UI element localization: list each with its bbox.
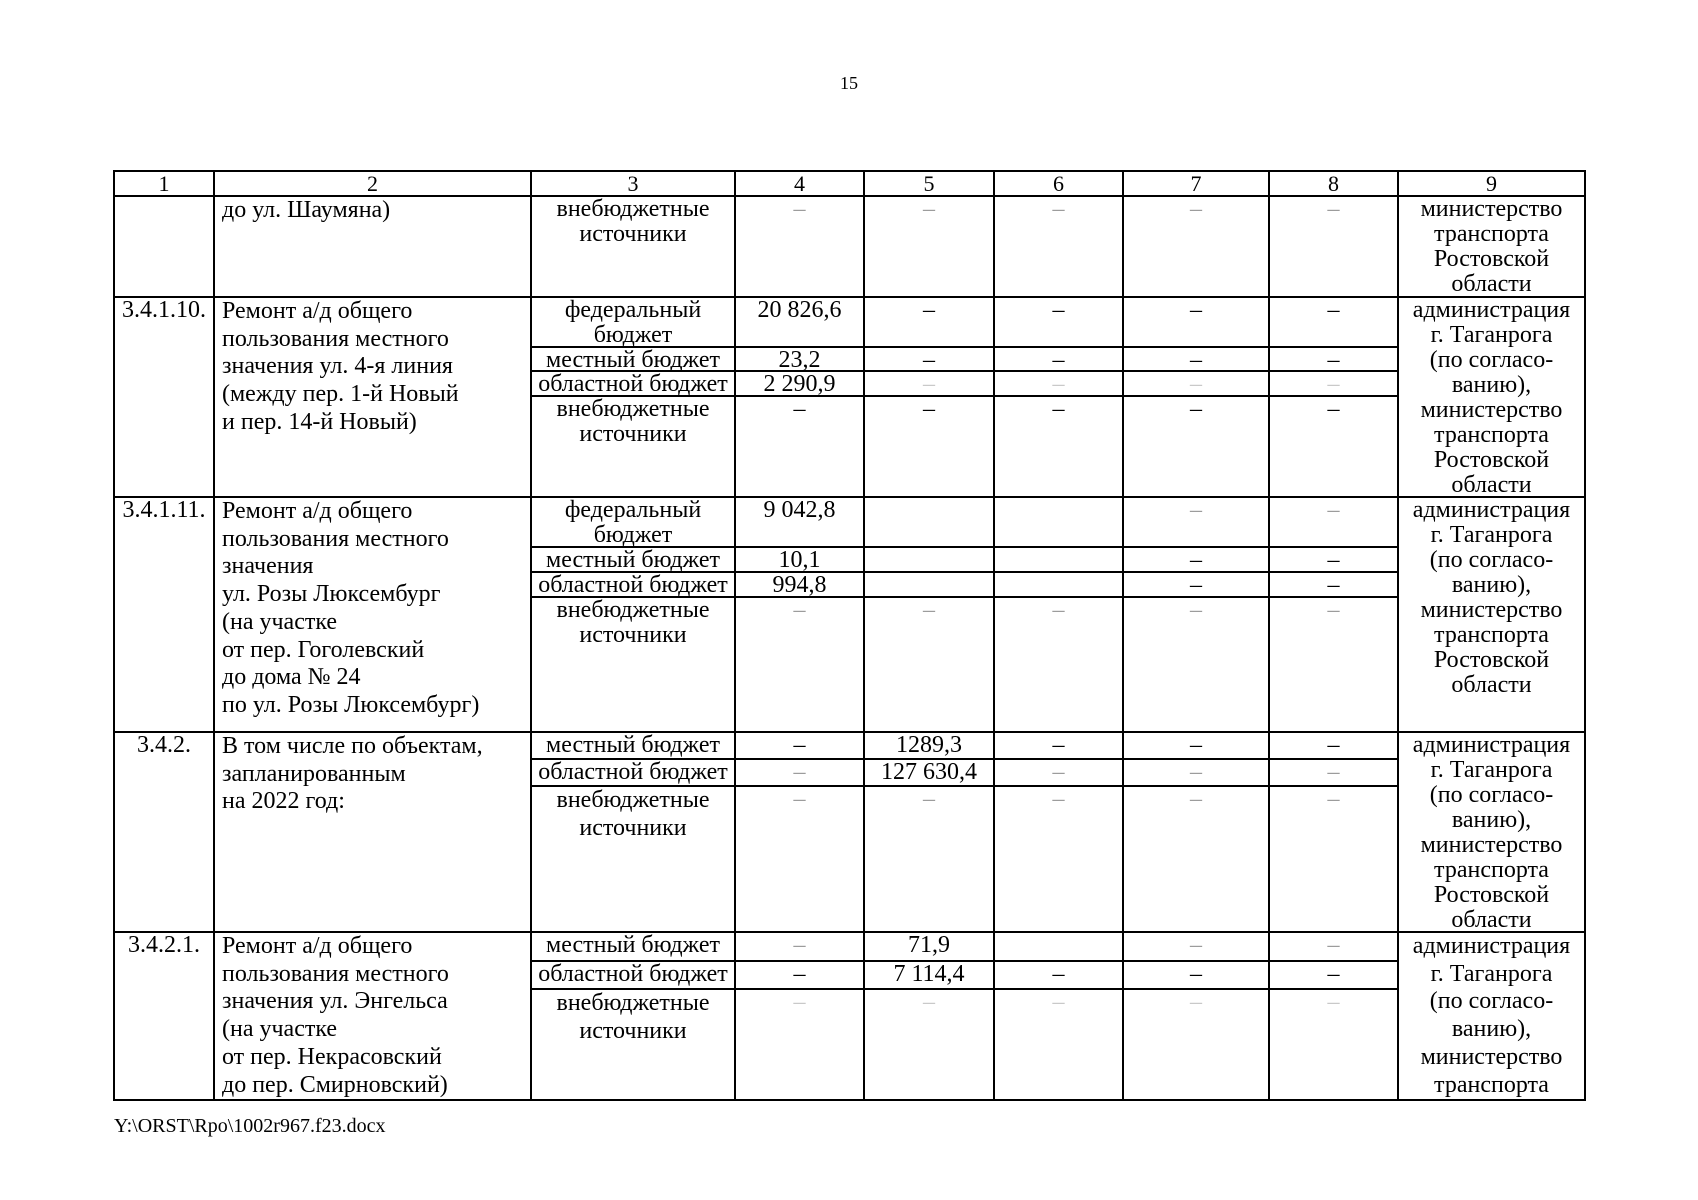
amount-col-5: 127 630,4 [865, 760, 995, 787]
amount-col-8: – [1270, 990, 1399, 1101]
amount-col-8: – [1270, 397, 1399, 498]
amount-col-8: – [1270, 733, 1399, 760]
column-header-8: 8 [1270, 172, 1399, 197]
column-header-4: 4 [736, 172, 865, 197]
amount-col-5 [865, 498, 995, 548]
amount-col-8: – [1270, 298, 1399, 348]
executor: администрация г. Таганрога (по согласо- ванию), министерство транспорта Ростовской области [1399, 298, 1586, 498]
amount-col-5: 71,9 [865, 933, 995, 962]
amount-col-5 [865, 548, 995, 573]
row-number: 3.4.1.10. [115, 298, 215, 498]
amount-col-7: – [1124, 598, 1270, 733]
funding-source: областной бюджет [532, 573, 736, 598]
funding-source: внебюджетные источники [532, 197, 736, 298]
amount-col-5: – [865, 598, 995, 733]
funding-source: федеральный бюджет [532, 298, 736, 348]
funding-source: внебюджетные источники [532, 397, 736, 498]
amount-col-6 [995, 573, 1124, 598]
amount-col-4: – [736, 598, 865, 733]
amount-col-7: – [1124, 990, 1270, 1101]
row-number: 3.4.1.11. [115, 498, 215, 733]
amount-col-7: – [1124, 548, 1270, 573]
executor: администрация г. Таганрога (по согласо- ванию), министерство транспорта Ростовской области [1399, 733, 1586, 933]
amount-col-5: – [865, 787, 995, 933]
object-title: до ул. Шаумяна) [215, 197, 532, 298]
executor: администрация г. Таганрога (по согласо- ванию), министерство транспорта Ростовской области [1399, 498, 1586, 733]
amount-col-4: – [736, 933, 865, 962]
amount-col-8: – [1270, 548, 1399, 573]
funding-source: областной бюджет [532, 372, 736, 397]
amount-col-6: – [995, 372, 1124, 397]
amount-col-5 [865, 573, 995, 598]
amount-col-4: – [736, 397, 865, 498]
amount-col-5: – [865, 197, 995, 298]
amount-col-5: – [865, 348, 995, 372]
amount-col-6: – [995, 397, 1124, 498]
amount-col-8: – [1270, 573, 1399, 598]
amount-col-4: 20 826,6 [736, 298, 865, 348]
executor: администрация г. Таганрога (по согласо- ванию), министерство транспорта [1399, 933, 1586, 1101]
amount-col-6: – [995, 298, 1124, 348]
amount-col-7: – [1124, 933, 1270, 962]
amount-col-6: – [995, 733, 1124, 760]
amount-col-6: – [995, 787, 1124, 933]
amount-col-6 [995, 933, 1124, 962]
funding-source: местный бюджет [532, 348, 736, 372]
amount-col-8: – [1270, 760, 1399, 787]
amount-col-8: – [1270, 598, 1399, 733]
amount-col-8: – [1270, 933, 1399, 962]
amount-col-6 [995, 548, 1124, 573]
program-table [113, 170, 1586, 1101]
amount-col-7: – [1124, 197, 1270, 298]
file-path-footer: Y:\ORST\Rpo\1002r967.f23.docx [114, 1115, 386, 1137]
column-header-6: 6 [995, 172, 1124, 197]
column-header-9: 9 [1399, 172, 1586, 197]
row-number: 3.4.2.1. [115, 933, 215, 1101]
amount-col-7: – [1124, 962, 1270, 990]
amount-col-4: 23,2 [736, 348, 865, 372]
amount-col-8: – [1270, 197, 1399, 298]
amount-col-5: – [865, 990, 995, 1101]
funding-source: внебюджетные источники [532, 598, 736, 733]
amount-col-7: – [1124, 498, 1270, 548]
amount-col-7: – [1124, 733, 1270, 760]
object-title: Ремонт а/д общего пользования местного значения ул. 4-я линия (между пер. 1-й Новый и пер. 14-й Новый) [215, 298, 532, 498]
column-header-5: 5 [865, 172, 995, 197]
column-header-3: 3 [532, 172, 736, 197]
amount-col-8: – [1270, 962, 1399, 990]
amount-col-7: – [1124, 397, 1270, 498]
amount-col-4: – [736, 962, 865, 990]
amount-col-4: – [736, 197, 865, 298]
object-title: В том числе по объектам, запланированным на 2022 год: [215, 733, 532, 933]
amount-col-4: 994,8 [736, 573, 865, 598]
amount-col-5: 7 114,4 [865, 962, 995, 990]
amount-col-6: – [995, 197, 1124, 298]
funding-source: областной бюджет [532, 962, 736, 990]
amount-col-8: – [1270, 498, 1399, 548]
amount-col-4: 9 042,8 [736, 498, 865, 548]
amount-col-4: – [736, 787, 865, 933]
amount-col-6 [995, 498, 1124, 548]
amount-col-8: – [1270, 372, 1399, 397]
amount-col-4: 10,1 [736, 548, 865, 573]
amount-col-7: – [1124, 573, 1270, 598]
funding-source: местный бюджет [532, 548, 736, 573]
object-title: Ремонт а/д общего пользования местного значения ул. Энгельса (на участке от пер. Некрасовский до пер. Смирновский) [215, 933, 532, 1101]
amount-col-8: – [1270, 787, 1399, 933]
amount-col-5: – [865, 397, 995, 498]
amount-col-7: – [1124, 787, 1270, 933]
funding-source: местный бюджет [532, 733, 736, 760]
amount-col-8: – [1270, 348, 1399, 372]
funding-source: местный бюджет [532, 933, 736, 962]
amount-col-4: – [736, 733, 865, 760]
funding-source: федеральный бюджет [532, 498, 736, 548]
column-header-1: 1 [115, 172, 215, 197]
funding-source: внебюджетные источники [532, 990, 736, 1101]
amount-col-5: 1289,3 [865, 733, 995, 760]
amount-col-6: – [995, 962, 1124, 990]
object-title: Ремонт а/д общего пользования местного значения ул. Розы Люксембург (на участке от пер. Гоголевский до дома № 24 по ул. Розы Люксембург) [215, 498, 532, 733]
executor: министерство транспорта Ростовской области [1399, 197, 1586, 298]
funding-source: внебюджетные источники [532, 787, 736, 933]
amount-col-6: – [995, 598, 1124, 733]
amount-col-5: – [865, 372, 995, 397]
column-header-2: 2 [215, 172, 532, 197]
row-number: 3.4.2. [115, 733, 215, 933]
page-number: 15 [840, 73, 858, 93]
column-header-7: 7 [1124, 172, 1270, 197]
amount-col-4: – [736, 990, 865, 1101]
amount-col-6: – [995, 348, 1124, 372]
amount-col-7: – [1124, 372, 1270, 397]
amount-col-6: – [995, 760, 1124, 787]
amount-col-7: – [1124, 760, 1270, 787]
amount-col-7: – [1124, 348, 1270, 372]
amount-col-4: – [736, 760, 865, 787]
amount-col-6: – [995, 990, 1124, 1101]
amount-col-5: – [865, 298, 995, 348]
row-number [115, 197, 215, 298]
amount-col-4: 2 290,9 [736, 372, 865, 397]
amount-col-7: – [1124, 298, 1270, 348]
funding-source: областной бюджет [532, 760, 736, 787]
